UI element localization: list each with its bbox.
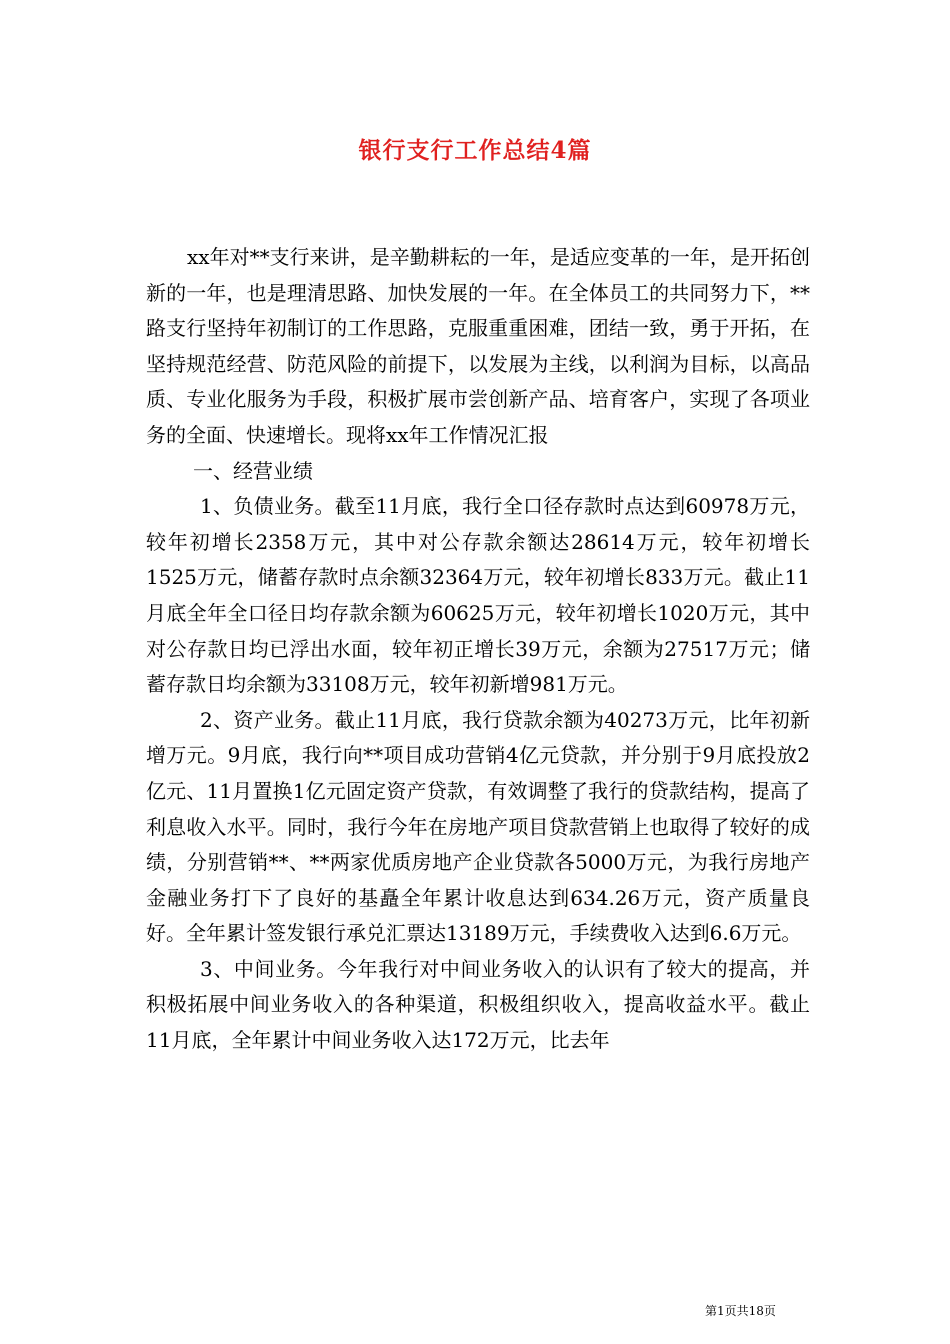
document-title: 银行支行工作总结4篇 [358,137,592,164]
section-heading-performance: 一、经营业绩 [193,458,313,483]
paragraph-liabilities: 1、负债业务。截至11月底，我行全口径存款时点达到60978万元，较年初增长2358万元，其中对公存款余额达28614万元，较年初增长1525万元，储蓄存款时点余额32364万元，较年初增长833万元。截止11月底全年全口径日均存款余额为60625万元，较年初增长1020万元，其中对公存款日均已浮出水面，较年初正增长39万元，余额为27517万元；储蓄存款日均余额为33108万元，较年初新增981万元。 [146,494,810,697]
page-number: 第1页共18页 [705,1304,776,1318]
paragraph-assets: 2、资产业务。截止11月底，我行贷款余额为40273万元，比年初新增万元。9月底，我行向**项目成功营销4亿元贷款，并分别于9月底投放2亿元、11月置换1亿元固定资产贷款，有效调整了我行的贷款结构，提高了利息收入水平。同时，我行今年在房地产项目贷款营销上也取得了较好的成绩，分别营销**、**两家优质房地产企业贷款各5000万元，为我行房地产金融业务打下了良好的基矗全年累计收息达到634.26万元，资产质量良好。全年累计签发银行承兑汇票达13189万元，手续费收入达到6.6万元。 [146,707,810,946]
paragraph-intermediary: 3、中间业务。今年我行对中间业务收入的认识有了较大的提高，并积极拓展中间业务收入的各种渠道，积极组织收入，提高收益水平。截止11月底，全年累计中间业务收入达172万元，比去年 [146,956,810,1053]
document-body [146,240,810,1059]
intro-paragraph: xx年对**支行来讲，是辛勤耕耘的一年，是适应变革的一年，是开拓创新的一年，也是理清思路、加快发展的一年。在全体员工的共同努力下，**路支行坚持年初制订的工作思路，克服重重困难，团结一致，勇于开拓，在坚持规范经营、防范风险的前提下，以发展为主线，以利润为目标，以高品质、专业化服务为手段，积极扩展市尝创新产品、培育客户，实现了各项业务的全面、快速增长。现将xx年工作情况汇报 [146,245,810,447]
